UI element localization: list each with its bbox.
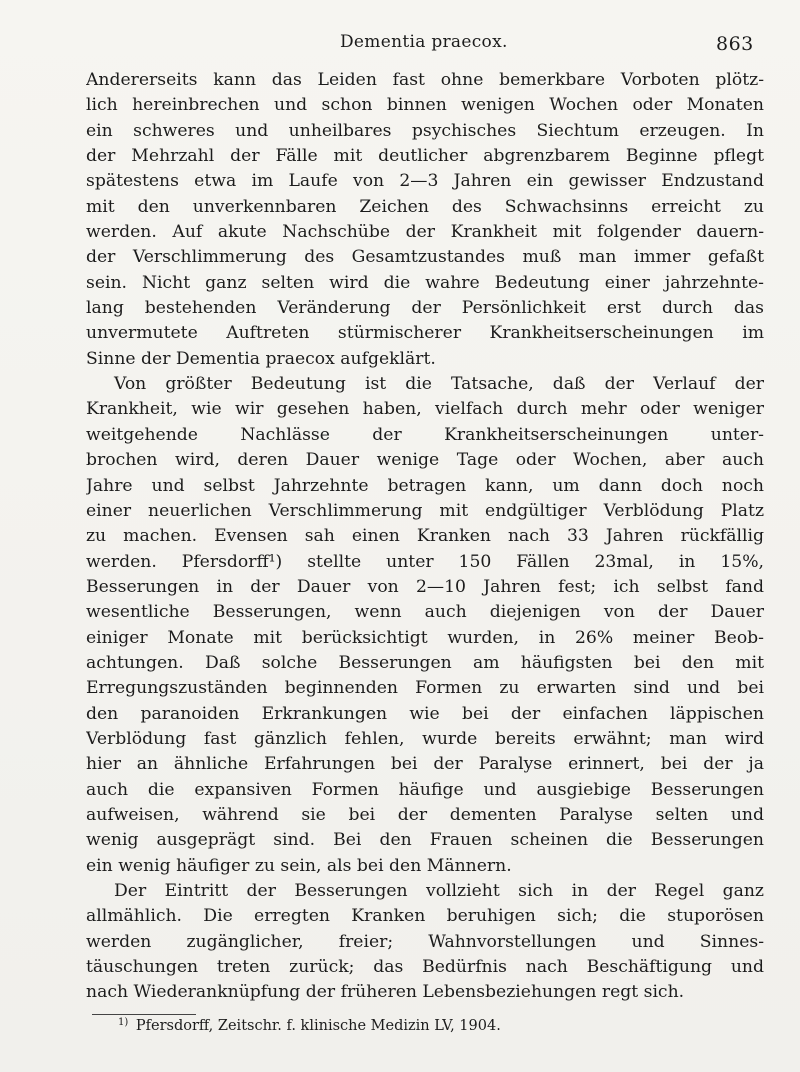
body-text xyxy=(86,68,764,1006)
footnote-marker: 1) xyxy=(118,1017,129,1028)
text-line: der Mehrzahl der Fälle mit deutlicher abgrenzbarem Beginne pflegt xyxy=(86,146,764,167)
text-line: einiger Monate mit berücksichtigt wurden, in 26% meiner Beob- xyxy=(86,627,764,648)
text-line: brochen wird, deren Dauer wenige Tage oder Wochen, aber auch xyxy=(86,450,764,471)
text-line: nach Wiederanknüpfung der früheren Lebensbeziehungen regt sich. xyxy=(86,982,685,1003)
text-line: hier an ähnliche Erfahrungen bei der Paralyse erinnert, bei der ja xyxy=(86,754,764,775)
footnote xyxy=(118,1018,501,1034)
text-line: werden. Auf akute Nachschübe der Krankheit mit folgender dauern- xyxy=(86,222,764,243)
text-line: Von größter Bedeutung ist die Tatsache, daß der Verlauf der xyxy=(114,374,764,395)
text-line: wenig ausgeprägt sind. Bei den Frauen scheinen die Besserungen xyxy=(86,830,764,851)
text-line: Verblödung fast gänzlich fehlen, wurde bereits erwähnt; man wird xyxy=(86,728,764,749)
text-line: täuschungen treten zurück; das Bedürfnis nach Beschäftigung und xyxy=(86,957,764,978)
text-line: ein wenig häufiger zu sein, als bei den Männern. xyxy=(86,855,512,876)
text-line: ein schweres und unheilbares psychisches Siechtum erzeugen. In xyxy=(86,120,764,141)
text-line: zu machen. Evensen sah einen Kranken nach 33 Jahren rückfällig xyxy=(86,526,764,547)
text-line: lang bestehenden Veränderung der Persönlichkeit erst durch das xyxy=(86,298,764,319)
text-line: Der Eintritt der Besserungen vollzieht sich in der Regel ganz xyxy=(114,881,764,901)
footnote-text: Pfersdorff, Zeitschr. f. klinische Medizin LV, 1904. xyxy=(135,1018,501,1034)
text-line: Andererseits kann das Leiden fast ohne bemerkbare Vorboten plötz- xyxy=(86,70,764,90)
text-line: auch die expansiven Formen häufige und ausgiebige Besserungen xyxy=(86,779,764,800)
text-line: Sinne der Dementia praecox aufgeklärt. xyxy=(86,348,436,369)
text-line: den paranoiden Erkrankungen wie bei der einfachen läppischen xyxy=(86,703,764,724)
page-header xyxy=(0,30,800,60)
text-line: allmählich. Die erregten Kranken beruhigen sich; die stuporösen xyxy=(86,906,764,927)
text-line: aufweisen, während sie bei der dementen Paralyse selten und xyxy=(86,804,764,825)
text-line: Besserungen in der Dauer von 2—10 Jahren fest; ich selbst fand xyxy=(86,576,764,597)
text-line: der Verschlimmerung des Gesamtzustandes muß man immer gefaßt xyxy=(86,247,764,268)
text-line: sein. Nicht ganz selten wird die wahre Bedeutung einer jahrzehnte- xyxy=(86,272,764,293)
text-line: wesentliche Besserungen, wenn auch diejenigen von der Dauer xyxy=(86,602,764,623)
text-line: spätestens etwa im Laufe von 2—3 Jahren ein gewisser Endzustand xyxy=(86,171,764,192)
running-head: Dementia praecox. xyxy=(340,32,508,52)
text-line: lich hereinbrechen und schon binnen wenigen Wochen oder Monaten xyxy=(86,95,764,116)
text-line: einer neuerlichen Verschlimmerung mit endgültiger Verblödung Platz xyxy=(86,500,764,521)
page-number: 863 xyxy=(716,33,754,55)
text-line: weitgehende Nachlässe der Krankheitserscheinungen unter- xyxy=(86,424,764,445)
text-line: werden zugänglicher, freier; Wahnvorstellungen und Sinnes- xyxy=(86,931,764,952)
footnote-rule xyxy=(92,1014,196,1015)
text-line: mit den unverkennbaren Zeichen des Schwachsinns erreicht zu xyxy=(86,196,764,217)
text-line: achtungen. Daß solche Besserungen am häufigsten bei den mit xyxy=(86,652,764,673)
text-line: werden. Pfersdorff¹) stellte unter 150 Fällen 23mal, in 15%, xyxy=(86,551,764,572)
text-line: Jahre und selbst Jahrzehnte betragen kann, um dann doch noch xyxy=(86,475,764,496)
text-line: Erregungszuständen beginnenden Formen zu erwarten sind und bei xyxy=(86,678,764,699)
text-line: Krankheit, wie wir gesehen haben, vielfach durch mehr oder weniger xyxy=(86,399,764,420)
text-line: unvermutete Auftreten stürmischerer Krankheitserscheinungen im xyxy=(86,323,764,344)
